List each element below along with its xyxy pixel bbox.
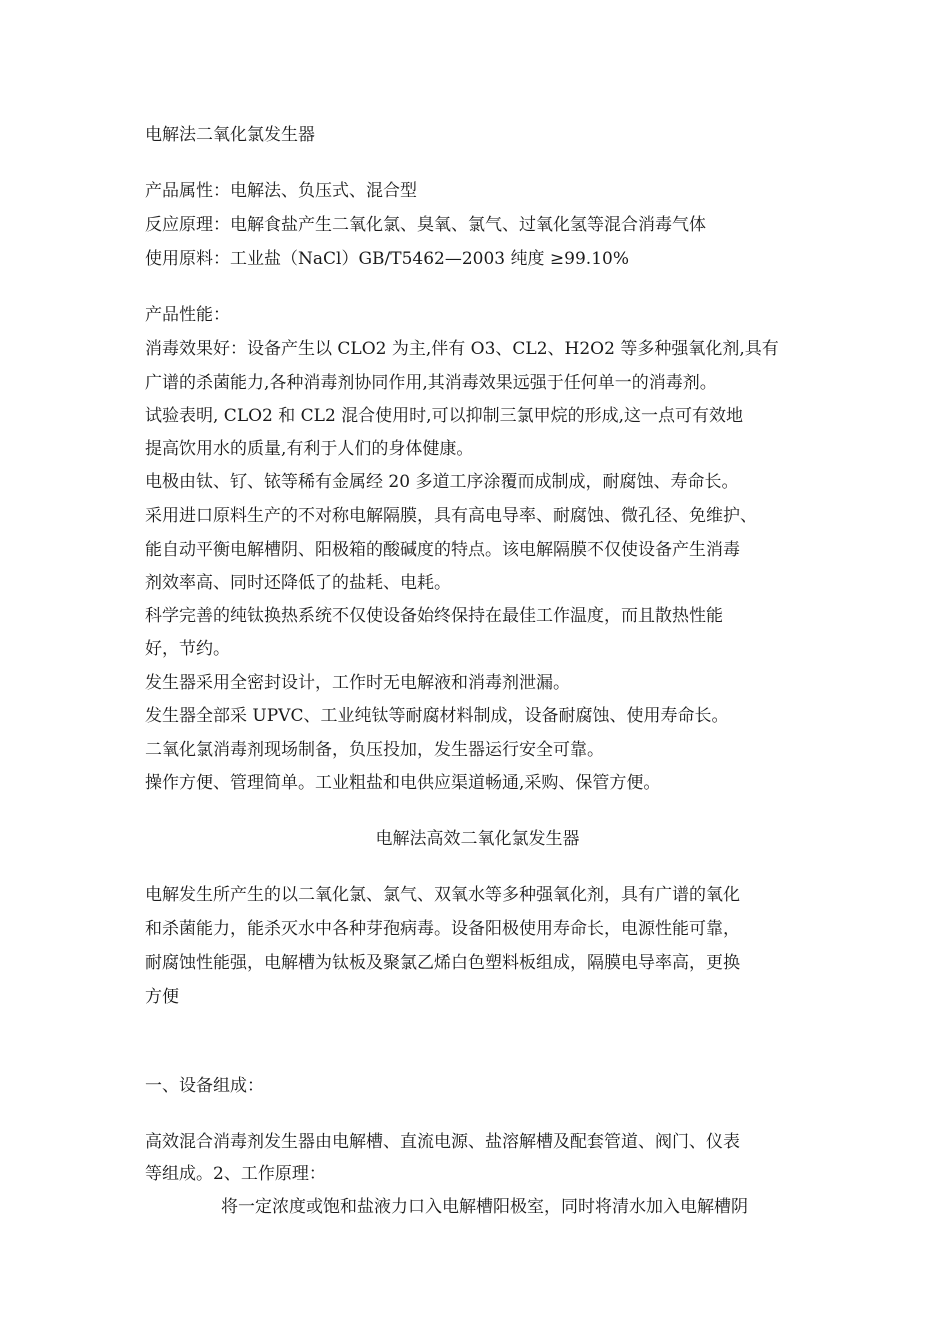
description-line: 耐腐蚀性能强，电解槽为钛板及聚氯乙烯白色塑料板组成，隔膜电导率高，更换: [145, 953, 740, 973]
performance-heading: 产品性能：: [145, 305, 230, 325]
performance-line: 试验表明, CLO2 和 CL2 混合使用时,可以抑制三氯甲烷的形成,这一点可有效地: [145, 406, 743, 426]
performance-line: 发生器采用全密封设计，工作时无电解液和消毒剂泄漏。: [145, 673, 570, 693]
section-subtitle: 电解法高效二氧化氯发生器: [375, 829, 580, 849]
performance-line: 科学完善的纯钛换热系统不仅使设备始终保持在最佳工作温度，而且散热性能: [145, 606, 723, 626]
composition-line: 等组成。2、工作原理：: [145, 1164, 326, 1184]
composition-line: 高效混合消毒剂发生器由电解槽、直流电源、盐溶解槽及配套管道、阀门、仪表: [145, 1132, 740, 1152]
performance-line: 提高饮用水的质量,有利于人们的身体健康。: [145, 439, 474, 459]
working-principle-line: 将一定浓度或饱和盐液力口入电解槽阳极室，同时将清水加入电解槽阴: [221, 1197, 748, 1217]
performance-line: 二氧化氯消毒剂现场制备，负压投加，发生器运行安全可靠。: [145, 740, 604, 760]
performance-line: 消毒效果好：设备产生以 CLO2 为主,伴有 O3、CL2、H2O2 等多种强氧化剂,具有: [145, 339, 779, 359]
doc-title: 电解法二氧化氯发生器: [145, 125, 315, 145]
reaction-principle: 反应原理：电解食盐产生二氧化氯、臭氧、氯气、过氧化氢等混合消毒气体: [145, 215, 706, 235]
description-line: 方便: [145, 987, 179, 1007]
performance-line: 采用进口原料生产的不对称电解隔膜，具有高电导率、耐腐蚀、微孔径、免维护、: [145, 506, 757, 526]
raw-material: 使用原料：工业盐（NaCl）GB/T5462—2003 纯度 ≥99.10%: [145, 249, 629, 269]
performance-line: 能自动平衡电解槽阴、阳极箱的酸碱度的特点。该电解隔膜不仅使设备产生消毒: [145, 540, 740, 560]
product-attributes: 产品属性：电解法、负压式、混合型: [145, 181, 417, 201]
description-line: 和杀菌能力，能杀灭水中各种芽孢病毒。设备阳极使用寿命长，电源性能可靠，: [145, 919, 740, 939]
performance-line: 好，节约。: [145, 639, 230, 659]
performance-line: 操作方便、管理简单。工业粗盐和电供应渠道畅通,采购、保管方便。: [145, 773, 661, 793]
performance-line: 电极由钛、钌、铱等稀有金属经 20 多道工序涂覆而成制成，耐腐蚀、寿命长。: [145, 472, 739, 492]
description-line: 电解发生所产生的以二氧化氯、氯气、双氧水等多种强氧化剂，具有广谱的氧化: [145, 885, 740, 905]
performance-line: 剂效率高、同时还降低了的盐耗、电耗。: [145, 573, 451, 593]
performance-line: 发生器全部采 UPVC、工业纯钛等耐腐材料制成，设备耐腐蚀、使用寿命长。: [145, 706, 729, 726]
performance-line: 广谱的杀菌能力,各种消毒剂协同作用,其消毒效果远强于任何单一的消毒剂。: [145, 373, 717, 393]
section-heading-composition: 一、设备组成：: [145, 1076, 264, 1096]
